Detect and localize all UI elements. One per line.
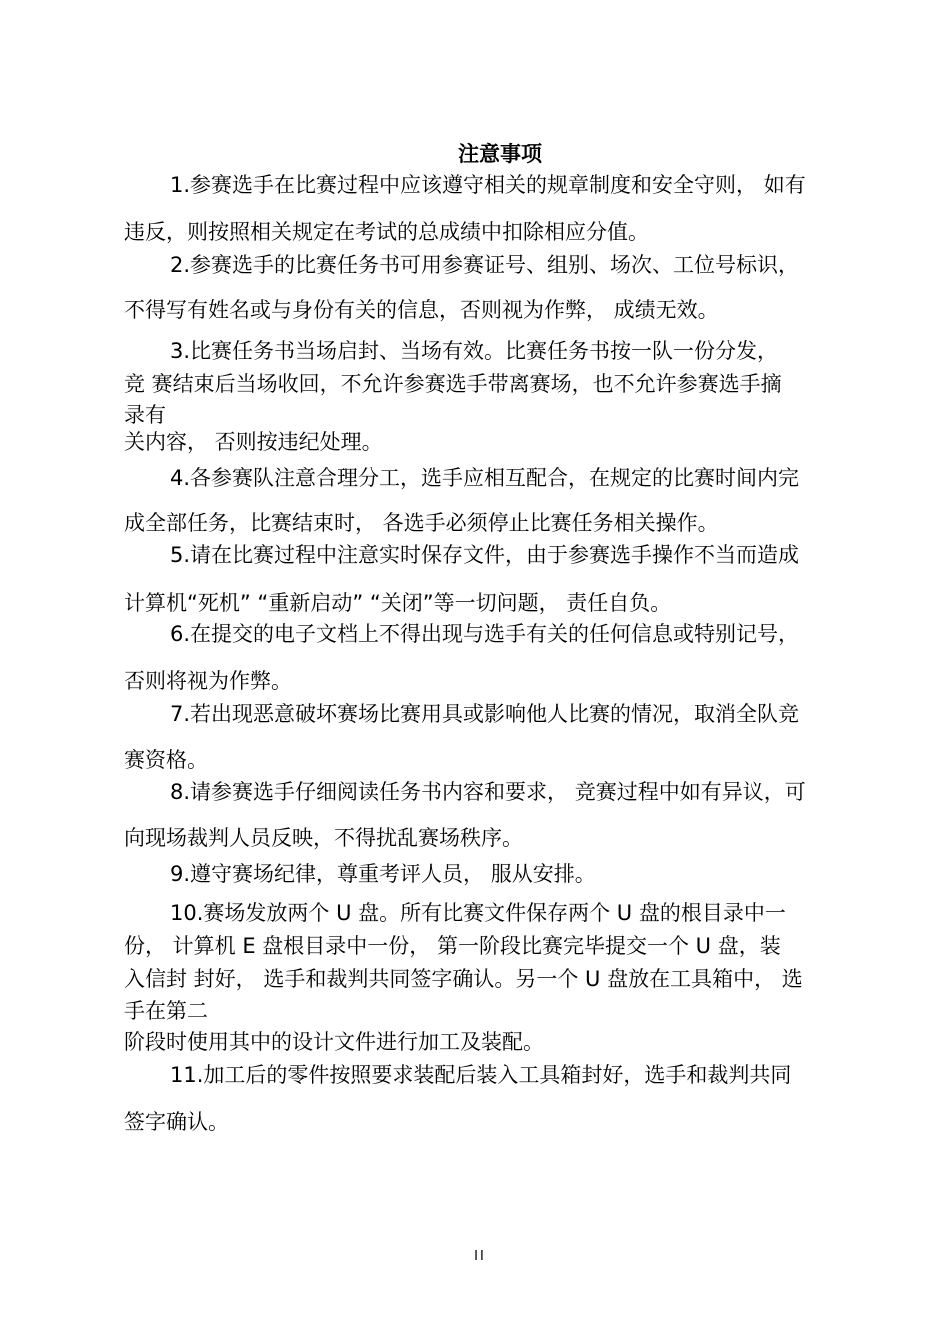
text-line: 违反，则按照相关规定在考试的总成绩中扣除相应分值。 bbox=[124, 220, 649, 244]
text-line: 赛资格。 bbox=[124, 748, 208, 772]
text-line: 6.在提交的电子文档上不得出现与选手有关的任何信息或特别记号， bbox=[170, 622, 800, 646]
text-line: 向现场裁判人员反映，不得扰乱赛场秩序。 bbox=[124, 826, 523, 850]
text-line: 否则将视为作弊。 bbox=[124, 669, 292, 693]
text-line: 4.各参赛队注意合理分工，选手应相互配合，在规定的比赛时间内完 bbox=[170, 466, 800, 490]
text-line: 10.赛场发放两个 U 盘。所有比赛文件保存两个 U 盘的根目录中一 bbox=[170, 901, 786, 925]
text-line: 成全部任务，比赛结束时， 各选手必须停止比赛任务相关操作。 bbox=[124, 511, 719, 535]
page-title: 注意事项 bbox=[458, 142, 542, 166]
text-line: 不得写有姓名或与身份有关的信息，否则视为作弊， 成绩无效。 bbox=[124, 298, 719, 322]
text-line: 计算机“死机” “重新启动” “关闭”等一切问题， 责任自负。 bbox=[124, 591, 672, 615]
text-line: 签字确认。 bbox=[124, 1110, 229, 1134]
text-line: 录有 bbox=[124, 403, 166, 427]
page-number: II bbox=[474, 1249, 486, 1264]
text-line: 关内容， 否则按违纪处理。 bbox=[124, 430, 383, 454]
text-line: 份， 计算机 E 盘根目录中一份， 第一阶段比赛完毕提交一个 U 盘，装 bbox=[124, 934, 781, 958]
text-line: 竞 赛结束后当场收回，不允许参赛选手带离赛场，也不允许参赛选手摘 bbox=[124, 372, 782, 396]
text-line: 1.参赛选手在比赛过程中应该遵守相关的规章制度和安全守则， 如有 bbox=[170, 173, 806, 197]
text-line: 3.比赛任务书当场启封、当场有效。比赛任务书按一队一份分发， bbox=[170, 339, 779, 363]
text-line: 7.若出现恶意破坏赛场比赛用具或影响他人比赛的情况，取消全队竞 bbox=[170, 702, 800, 726]
text-line: 8.请参赛选手仔细阅读任务书内容和要求， 竞赛过程中如有异议，可 bbox=[170, 780, 806, 804]
text-line: 5.请在比赛过程中注意实时保存文件，由于参赛选手操作不当而造成 bbox=[170, 543, 800, 567]
text-line: 11.加工后的零件按照要求装配后装入工具箱封好，选手和裁判共同 bbox=[170, 1063, 792, 1087]
text-line: 入信封 封好， 选手和裁判共同签字确认。另一个 U 盘放在工具箱中， 选 bbox=[124, 967, 803, 991]
text-line: 2.参赛选手的比赛任务书可用参赛证号、组别、场次、工位号标识， bbox=[170, 253, 800, 277]
text-line: 手在第二 bbox=[124, 999, 208, 1023]
text-line: 9.遵守赛场纪律，尊重考评人员， 服从安排。 bbox=[170, 862, 596, 886]
text-line: 阶段时使用其中的设计文件进行加工及装配。 bbox=[124, 1030, 544, 1054]
